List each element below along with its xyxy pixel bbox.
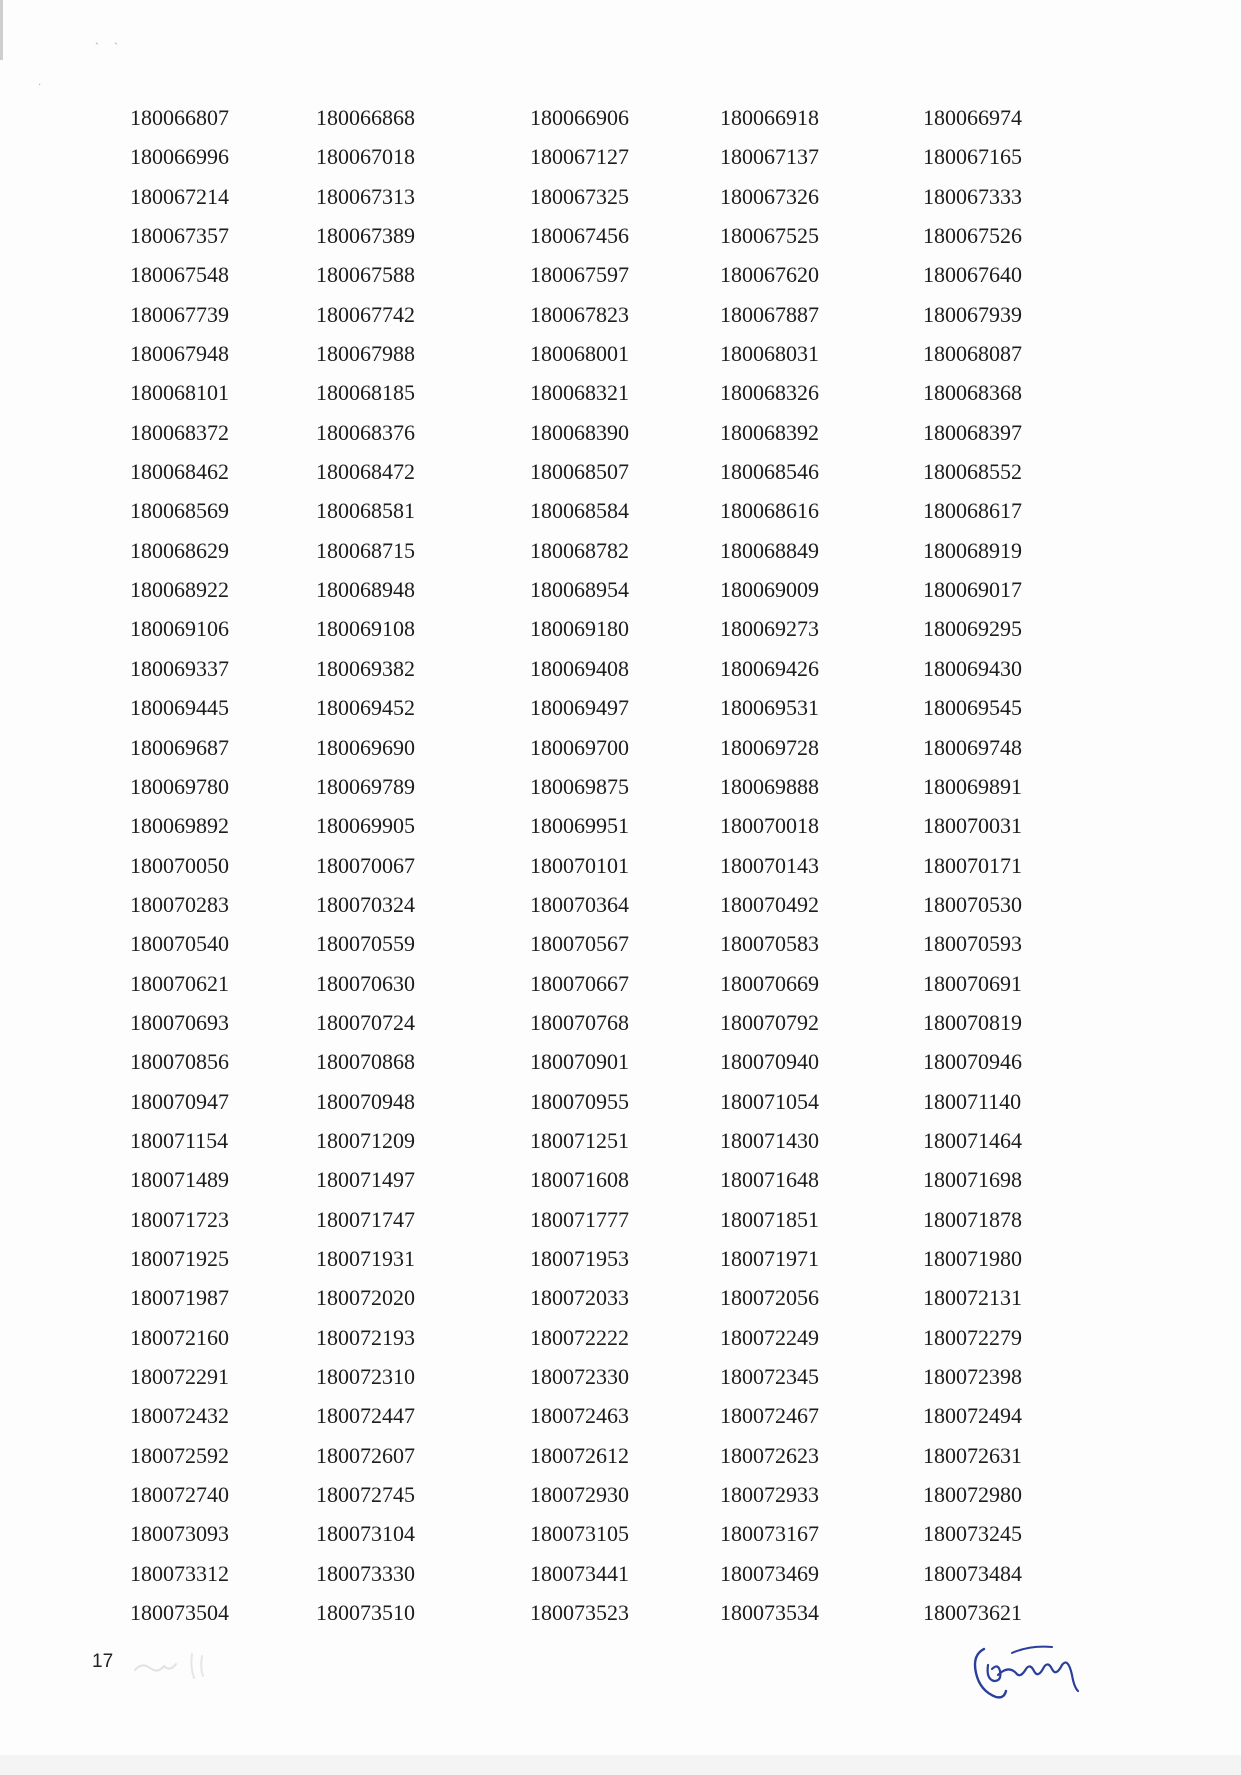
table-row: [130, 1436, 1053, 1475]
table-row: [130, 1554, 1053, 1593]
roll-number-cell: 180071497: [316, 1167, 415, 1193]
roll-number-cell: 180070691: [923, 970, 1022, 996]
roll-number-cell: 180070050: [130, 852, 229, 878]
roll-number-cell: 180067389: [316, 223, 415, 249]
roll-number-cell: 180070540: [130, 931, 229, 957]
roll-number-cell: 180070593: [923, 931, 1022, 957]
roll-number-cell: 180072463: [530, 1403, 629, 1429]
roll-number-cell: 180069951: [530, 813, 629, 839]
roll-number-cell: 180068185: [316, 380, 415, 406]
table-row: [130, 1278, 1053, 1317]
roll-number-cell: 180073104: [316, 1521, 415, 1547]
roll-number-cell: 180072930: [530, 1482, 629, 1508]
table-row: [130, 373, 1053, 412]
roll-number-cell: 180070901: [530, 1049, 629, 1075]
roll-number-cell: 180071931: [316, 1245, 415, 1271]
roll-number-cell: 180068087: [923, 341, 1022, 367]
roll-number-cell: 180068919: [923, 537, 1022, 563]
roll-number-cell: 180072310: [316, 1364, 415, 1389]
roll-number-cell: 180067137: [720, 144, 819, 170]
roll-number-cell: 180071953: [530, 1245, 629, 1271]
roll-number-cell: 180067620: [720, 262, 819, 288]
roll-number-cell: 180068001: [530, 341, 629, 367]
roll-number-cell: 180069892: [130, 813, 229, 839]
roll-number-cell: 180071723: [130, 1206, 229, 1232]
roll-number-cell: 180072447: [316, 1403, 415, 1429]
roll-number-table-body: [130, 98, 1053, 1632]
roll-number-cell: 180067165: [923, 144, 1022, 170]
roll-number-cell: 180073523: [530, 1600, 629, 1626]
roll-number-cell: 180068031: [720, 341, 819, 367]
table-row: [130, 1593, 1053, 1632]
roll-number-cell: 180067988: [316, 341, 415, 367]
roll-number-cell: 180071430: [720, 1127, 819, 1153]
roll-number-cell: 180068546: [720, 459, 819, 485]
roll-number-cell: 180068321: [530, 380, 629, 406]
roll-number-cell: 180070031: [923, 813, 1022, 839]
roll-number-cell: 180072279: [923, 1324, 1022, 1350]
roll-number-cell: 180067588: [316, 262, 415, 288]
table-row: [130, 885, 1053, 924]
roll-number-cell: 180070946: [923, 1049, 1022, 1075]
roll-number-cell: 180070667: [530, 970, 629, 996]
roll-number-cell: 180073504: [130, 1600, 229, 1626]
roll-number-cell: 180071971: [720, 1245, 819, 1271]
roll-number-cell: 180069106: [130, 616, 229, 642]
roll-number-cell: 180067325: [530, 183, 629, 209]
roll-number-cell: 180069295: [923, 616, 1022, 642]
roll-number-cell: 180069108: [316, 616, 415, 642]
roll-number-cell: 180071878: [923, 1206, 1022, 1232]
roll-number-cell: 180071747: [316, 1206, 415, 1232]
roll-number-cell: 180071489: [130, 1167, 229, 1193]
roll-number-cell: 180073093: [130, 1521, 229, 1547]
table-row: [130, 1318, 1053, 1357]
table-row: [130, 1082, 1053, 1121]
scan-edge: [0, 0, 3, 60]
roll-number-cell: 180067948: [130, 341, 229, 367]
roll-number-cell: 180067313: [316, 183, 415, 209]
roll-number-cell: 180068397: [923, 419, 1022, 445]
roll-number-cell: 180071608: [530, 1167, 629, 1193]
table-row: [130, 688, 1053, 727]
roll-number-cell: 180070792: [720, 1009, 819, 1035]
table-row: [130, 531, 1053, 570]
table-row: [130, 1160, 1053, 1199]
table-row: [130, 846, 1053, 885]
roll-number-cell: 180067127: [530, 144, 629, 170]
roll-number-cell: 180067823: [530, 301, 629, 327]
roll-number-cell: 180069337: [130, 655, 229, 681]
roll-number-cell: 180072330: [530, 1364, 629, 1389]
roll-number-cell: 180066996: [130, 144, 229, 170]
table-row: [130, 177, 1053, 216]
roll-number-cell: 180067526: [923, 223, 1022, 249]
roll-number-cell: 180070693: [130, 1009, 229, 1035]
roll-number-cell: 180072467: [720, 1403, 819, 1429]
roll-number-cell: 180067525: [720, 223, 819, 249]
roll-number-cell: 180069445: [130, 695, 229, 721]
table-row: [130, 1514, 1053, 1553]
roll-number-cell: 180066918: [720, 105, 819, 130]
roll-number-cell: 180071648: [720, 1167, 819, 1193]
roll-number-cell: 180071209: [316, 1127, 415, 1153]
roll-number-cell: 180070324: [316, 891, 415, 917]
roll-number-cell: 180072432: [130, 1403, 229, 1429]
faded-handwriting-mark-icon: [130, 1648, 220, 1682]
roll-number-cell: 180070492: [720, 891, 819, 917]
roll-number-cell: 180072607: [316, 1442, 415, 1468]
table-row: [130, 452, 1053, 491]
roll-number-cell: 180068581: [316, 498, 415, 524]
roll-number-cell: 180069273: [720, 616, 819, 642]
roll-number-cell: 180068372: [130, 419, 229, 445]
roll-number-cell: 180070530: [923, 891, 1022, 917]
roll-number-cell: 180070364: [530, 891, 629, 917]
roll-number-cell: 180073621: [923, 1600, 1022, 1626]
roll-number-cell: 180070947: [130, 1088, 229, 1114]
roll-number-cell: 180072020: [316, 1285, 415, 1311]
roll-number-cell: 180069780: [130, 773, 229, 799]
roll-number-cell: 180069789: [316, 773, 415, 799]
roll-number-cell: 180066906: [530, 105, 629, 130]
table-row: [130, 728, 1053, 767]
roll-number-cell: 180073469: [720, 1560, 819, 1586]
roll-number-cell: 180069687: [130, 734, 229, 760]
roll-number-cell: 180070559: [316, 931, 415, 957]
roll-number-cell: 180072612: [530, 1442, 629, 1468]
roll-number-cell: 180073510: [316, 1600, 415, 1626]
roll-number-cell: 180069180: [530, 616, 629, 642]
roll-number-cell: 180067326: [720, 183, 819, 209]
roll-number-cell: 180070101: [530, 852, 629, 878]
roll-number-cell: 180069531: [720, 695, 819, 721]
roll-number-cell: 180071980: [923, 1245, 1022, 1271]
roll-number-cell: 180068326: [720, 380, 819, 406]
roll-number-cell: 180068101: [130, 380, 229, 406]
table-row: [130, 98, 1053, 137]
roll-number-cell: 180072249: [720, 1324, 819, 1350]
roll-number-cell: 180070283: [130, 891, 229, 917]
table-row: [130, 1003, 1053, 1042]
roll-number-cell: 180072222: [530, 1324, 629, 1350]
roll-number-cell: 180071464: [923, 1127, 1022, 1153]
roll-number-cell: 180070583: [720, 931, 819, 957]
roll-number-cell: 180072033: [530, 1285, 629, 1311]
roll-number-cell: 180068552: [923, 459, 1022, 485]
roll-number-table: [130, 98, 1053, 1632]
roll-number-cell: 180067640: [923, 262, 1022, 288]
roll-number-cell: 180070067: [316, 852, 415, 878]
roll-number-cell: 180067597: [530, 262, 629, 288]
roll-number-cell: 180072131: [923, 1285, 1022, 1311]
scan-artifact: ` `: [95, 40, 124, 54]
roll-number-cell: 180070724: [316, 1009, 415, 1035]
roll-number-cell: 180070819: [923, 1009, 1022, 1035]
table-row: [130, 255, 1053, 294]
roll-number-cell: 180071140: [923, 1088, 1022, 1114]
roll-number-cell: 180073441: [530, 1560, 629, 1586]
roll-number-cell: 180070955: [530, 1088, 629, 1114]
roll-number-cell: 180068954: [530, 577, 629, 603]
roll-number-cell: 180070948: [316, 1088, 415, 1114]
roll-number-cell: 180067939: [923, 301, 1022, 327]
roll-number-cell: 180066974: [923, 105, 1022, 130]
roll-number-cell: 180070940: [720, 1049, 819, 1075]
roll-number-cell: 180070768: [530, 1009, 629, 1035]
roll-number-cell: 180071251: [530, 1127, 629, 1153]
table-row: [130, 1121, 1053, 1160]
roll-number-cell: 180069748: [923, 734, 1022, 760]
table-row: [130, 295, 1053, 334]
roll-number-cell: 180072980: [923, 1482, 1022, 1508]
roll-number-cell: 180071925: [130, 1245, 229, 1271]
roll-number-cell: 180067739: [130, 301, 229, 327]
roll-number-cell: 180067018: [316, 144, 415, 170]
roll-number-cell: 180068462: [130, 459, 229, 485]
table-row: [130, 964, 1053, 1003]
roll-number-cell: 180070143: [720, 852, 819, 878]
roll-number-cell: 180069382: [316, 655, 415, 681]
roll-number-cell: 180068922: [130, 577, 229, 603]
roll-number-cell: 180068616: [720, 498, 819, 524]
roll-number-cell: 180069426: [720, 655, 819, 681]
roll-number-cell: 180068472: [316, 459, 415, 485]
roll-number-cell: 180069690: [316, 734, 415, 760]
roll-number-cell: 180073245: [923, 1521, 1022, 1547]
roll-number-cell: 180069009: [720, 577, 819, 603]
roll-number-cell: 180072592: [130, 1442, 229, 1468]
signature-icon: [968, 1635, 1083, 1710]
table-row: [130, 1475, 1053, 1514]
roll-number-cell: 180073312: [130, 1560, 229, 1586]
roll-number-cell: 180070669: [720, 970, 819, 996]
roll-number-cell: 180072745: [316, 1482, 415, 1508]
roll-number-cell: 180072398: [923, 1364, 1022, 1389]
roll-number-cell: 180067333: [923, 183, 1022, 209]
table-row: [130, 1396, 1053, 1435]
table-row: [130, 806, 1053, 845]
roll-number-cell: 180069891: [923, 773, 1022, 799]
roll-number-cell: 180068569: [130, 498, 229, 524]
roll-number-cell: 180070868: [316, 1049, 415, 1075]
scan-artifact: ·: [38, 80, 42, 91]
scan-bottom-shade: [0, 1755, 1241, 1775]
roll-number-cell: 180072631: [923, 1442, 1022, 1468]
roll-number-cell: 180067214: [130, 183, 229, 209]
table-row: [130, 924, 1053, 963]
table-row: [130, 1357, 1053, 1396]
roll-number-cell: 180072494: [923, 1403, 1022, 1429]
page-number: 17: [92, 1651, 114, 1672]
table-row: [130, 491, 1053, 530]
roll-number-cell: 180073534: [720, 1600, 819, 1626]
roll-number-cell: 180069497: [530, 695, 629, 721]
roll-number-cell: 180071851: [720, 1206, 819, 1232]
roll-number-cell: 180070630: [316, 970, 415, 996]
roll-number-cell: 180072933: [720, 1482, 819, 1508]
roll-number-cell: 180068617: [923, 498, 1022, 524]
roll-number-cell: 180072160: [130, 1324, 229, 1350]
roll-number-cell: 180070621: [130, 970, 229, 996]
roll-number-cell: 180071777: [530, 1206, 629, 1232]
table-row: [130, 137, 1053, 176]
roll-number-cell: 180069905: [316, 813, 415, 839]
roll-number-cell: 180069452: [316, 695, 415, 721]
roll-number-cell: 180072056: [720, 1285, 819, 1311]
roll-number-cell: 180072193: [316, 1324, 415, 1350]
roll-number-cell: 180069728: [720, 734, 819, 760]
roll-number-cell: 180066807: [130, 105, 229, 130]
roll-number-cell: 180069017: [923, 577, 1022, 603]
roll-number-cell: 180073167: [720, 1521, 819, 1547]
roll-number-cell: 180068376: [316, 419, 415, 445]
roll-number-cell: 180072623: [720, 1442, 819, 1468]
roll-number-cell: 180071698: [923, 1167, 1022, 1193]
roll-number-cell: 180073330: [316, 1560, 415, 1586]
roll-number-cell: 180068392: [720, 419, 819, 445]
table-row: [130, 334, 1053, 373]
roll-number-cell: 180070018: [720, 813, 819, 839]
roll-number-cell: 180068715: [316, 537, 415, 563]
roll-number-cell: 180069430: [923, 655, 1022, 681]
roll-number-cell: 180068584: [530, 498, 629, 524]
table-row: [130, 1239, 1053, 1278]
roll-number-cell: 180071154: [130, 1127, 229, 1153]
roll-number-cell: 180067742: [316, 301, 415, 327]
table-row: [130, 1042, 1053, 1081]
table-row: [130, 1200, 1053, 1239]
roll-number-cell: 180072740: [130, 1482, 229, 1508]
roll-number-cell: 180073105: [530, 1521, 629, 1547]
roll-number-cell: 180066868: [316, 105, 415, 130]
roll-number-cell: 180068368: [923, 380, 1022, 406]
roll-number-cell: 180067887: [720, 301, 819, 327]
roll-number-cell: 180069875: [530, 773, 629, 799]
roll-number-cell: 180071054: [720, 1088, 819, 1114]
table-row: [130, 767, 1053, 806]
roll-number-cell: 180069545: [923, 695, 1022, 721]
roll-number-cell: 180072291: [130, 1364, 229, 1389]
roll-number-cell: 180069408: [530, 655, 629, 681]
roll-number-cell: 180070856: [130, 1049, 229, 1075]
roll-number-cell: 180069700: [530, 734, 629, 760]
roll-number-cell: 180067456: [530, 223, 629, 249]
table-row: [130, 413, 1053, 452]
table-row: [130, 570, 1053, 609]
roll-number-cell: 180073484: [923, 1560, 1022, 1586]
roll-number-cell: 180069888: [720, 773, 819, 799]
roll-number-cell: 180068948: [316, 577, 415, 603]
roll-number-cell: 180068507: [530, 459, 629, 485]
roll-number-cell: 180068849: [720, 537, 819, 563]
roll-number-cell: 180070171: [923, 852, 1022, 878]
roll-number-cell: 180068390: [530, 419, 629, 445]
table-row: [130, 216, 1053, 255]
roll-number-cell: 180068629: [130, 537, 229, 563]
roll-number-cell: 180071987: [130, 1285, 229, 1311]
roll-number-cell: 180067548: [130, 262, 229, 288]
roll-number-cell: 180068782: [530, 537, 629, 563]
table-row: [130, 649, 1053, 688]
table-row: [130, 609, 1053, 648]
roll-number-cell: 180072345: [720, 1364, 819, 1389]
roll-number-cell: 180070567: [530, 931, 629, 957]
roll-number-cell: 180067357: [130, 223, 229, 249]
